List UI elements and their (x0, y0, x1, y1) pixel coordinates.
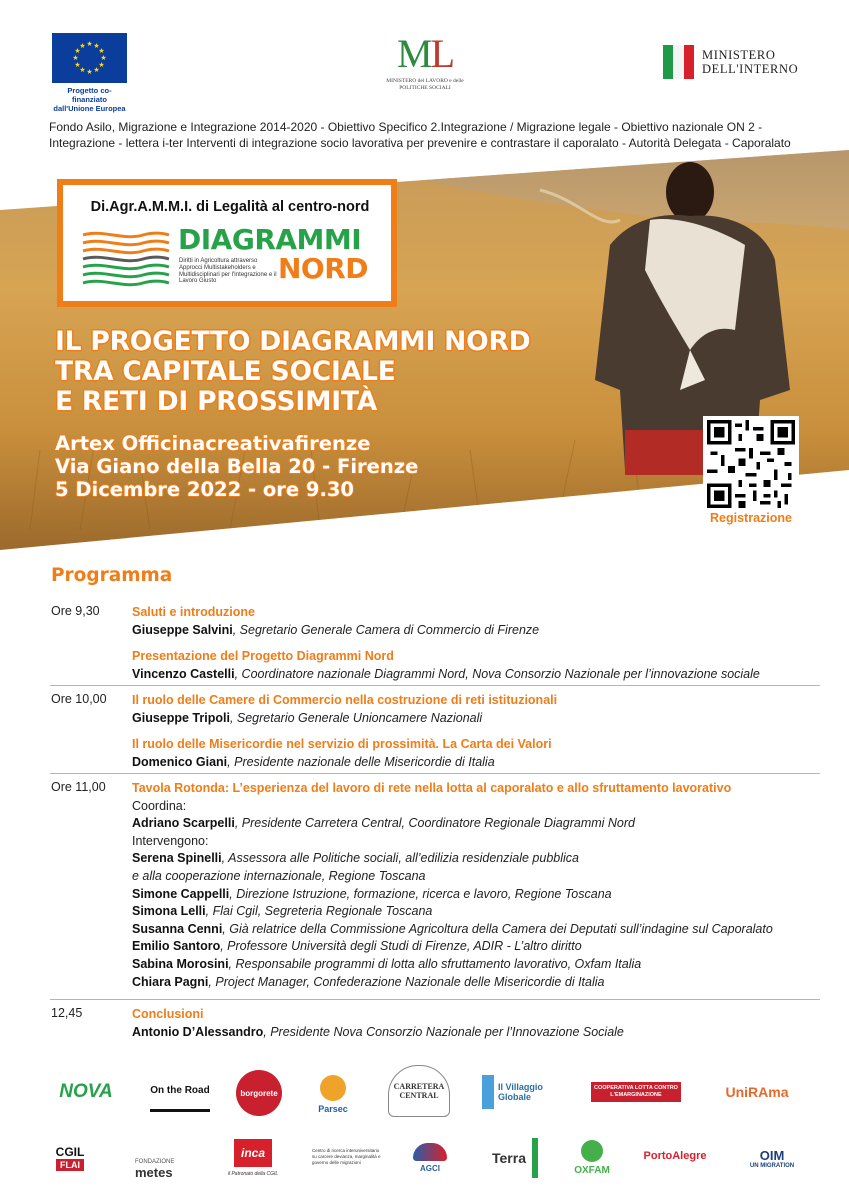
speaker-name: Chiara Pagni (132, 974, 209, 989)
svg-text:★: ★ (86, 68, 93, 76)
coop-lotta-logo: COOPERATIVA LOTTA CONTRO L'EMARGINAZIONE (591, 1082, 681, 1102)
programme-line (132, 921, 822, 939)
eu-flag-icon (52, 33, 127, 83)
svg-text:★: ★ (74, 47, 81, 55)
svg-text:★: ★ (100, 54, 107, 62)
speaker-role: e alla cooperazione internazionale, Regione Toscana (132, 868, 426, 883)
inca-label: inca (234, 1139, 272, 1167)
programme-divider (50, 773, 820, 774)
programme-line (132, 666, 822, 684)
cgil-flai-logo (52, 1133, 88, 1183)
logo-tagline: Di.Agr.A.M.M.I. di Legalità al centro-nord (90, 199, 370, 215)
programme-line (132, 815, 822, 833)
oxfam-label: OXFAM (574, 1165, 610, 1176)
tree-icon (320, 1075, 346, 1101)
slot-content (132, 604, 822, 683)
registration-qr-code[interactable] (703, 416, 799, 512)
ministero-interno-logo (663, 45, 798, 79)
programme-line (132, 798, 822, 816)
eu-caption: Progetto co-finanziato dall'Unione Europea (53, 86, 126, 113)
cgil-label: CGIL (55, 1145, 85, 1159)
speaker-role: , Professore Università degli Studi di Firenze, ADIR - L’altro diritto (220, 939, 582, 954)
programme-line (132, 903, 822, 921)
programme-line (132, 956, 822, 974)
speaker-name: Giuseppe Tripoli (132, 710, 230, 725)
programme-line (132, 736, 822, 754)
portoalegre-logo: PortoAlegre (643, 1150, 707, 1162)
speaker-role: , Segretario Generale Unioncamere Nazionali (229, 710, 483, 725)
eu-cofinanced-logo (52, 33, 127, 113)
unirama-logo: UniRAma (725, 1084, 789, 1100)
qr-code-icon (707, 420, 795, 508)
adir-logo: Centro di ricerca interuniversitario su carcere devianza, marginalità e governo delle migrazioni (312, 1148, 381, 1165)
diagrammi-nord-logo (57, 179, 397, 307)
nova-logo: NOVA (59, 1081, 113, 1102)
programme-line (132, 868, 822, 886)
speaker-role: , Presidente Nova Consorzio Nazionale per l’Innovazione Sociale (263, 1024, 624, 1039)
programme-title: Programma (51, 565, 173, 586)
speaker-name: Giuseppe Salvini (132, 622, 233, 637)
speaker-role: , Assessora alle Politiche sociali, all’edilizia residenziale pubblica (221, 851, 579, 866)
slot-time: Ore 9,30 (51, 604, 100, 618)
session-title: Conclusioni (132, 1007, 204, 1021)
parsec-logo (312, 1068, 354, 1120)
svg-text:★: ★ (79, 66, 86, 74)
programme-text: Intervengono: (132, 833, 209, 848)
programme-line (132, 780, 822, 798)
svg-text:★: ★ (86, 40, 93, 48)
event-date: 5 Dicembre 2022 - ore 9.30 (55, 478, 355, 501)
flai-label: FLAI (56, 1159, 84, 1171)
session-title: Saluti e introduzione (132, 605, 255, 619)
speaker-name: Simone Cappelli (132, 886, 230, 901)
headline-line: TRA CAPITALE SOCIALE (55, 356, 396, 387)
inca-logo (226, 1132, 280, 1184)
speaker-role: , Flai Cgil, Segreteria Regionale Toscana (205, 904, 433, 919)
speaker-role: , Responsabile programmi di lotta allo sfruttamento lavorativo, Oxfam Italia (228, 956, 642, 971)
programme-line (132, 974, 822, 992)
fondazione-metes-logo (135, 1132, 195, 1184)
programme-line (132, 639, 822, 648)
oim-label: OIM (759, 1147, 785, 1163)
oim-logo (740, 1138, 804, 1178)
slot-time: Ore 11,00 (51, 780, 106, 794)
mi-line2: DELL'INTERNO (702, 62, 799, 76)
programme-line (132, 710, 822, 728)
programme-line (132, 754, 822, 772)
ministero-lavoro-logo (385, 31, 465, 92)
partner-logos (0, 1060, 849, 1200)
oim-sub: UN MIGRATION (749, 1162, 795, 1169)
headline-line: E RETI DI PROSSIMITÀ (55, 386, 378, 417)
speaker-role: , Project Manager, Confederazione Nazionale delle Misericordie di Italia (208, 974, 605, 989)
registration-label[interactable]: Registrazione (710, 511, 792, 525)
programme-line (132, 692, 822, 710)
speaker-name: Adriano Scarpelli (132, 816, 235, 831)
agci-label: AGCI (420, 1164, 440, 1173)
agci-swoosh-icon (413, 1143, 447, 1161)
session-title: Il ruolo delle Misericordie nel servizio di prossimità. La Carta dei Valori (132, 737, 552, 752)
speaker-role: , Presidente nazionale delle Misericordie di Italia (227, 754, 495, 769)
event-headline (55, 327, 530, 417)
speaker-name: Serena Spinelli (132, 851, 222, 866)
programme-line (132, 648, 822, 666)
programme-line (132, 850, 822, 868)
speaker-name: Simona Lelli (132, 904, 206, 919)
wave-lines-icon (81, 229, 171, 291)
speaker-name: Sabina Morosini (132, 956, 229, 971)
svg-text:★: ★ (72, 54, 79, 62)
ml-caption: MINISTERO del LAVORO e delle POLITICHE SOCIALI (386, 78, 464, 91)
logo-nord: NORD (278, 252, 369, 285)
programme-line (132, 886, 822, 904)
parsec-label: Parsec (318, 1103, 348, 1114)
programme-line (132, 604, 822, 622)
slot-time: Ore 10,00 (51, 692, 107, 706)
logo-subtitle: Diritti in Agricoltura attraverso Approcci Multistakeholders e Multidisciplinari per l'Integrazione e il Lavoro Giusto (179, 258, 277, 285)
programme-line (132, 1006, 822, 1024)
speaker-role: , Segretario Generale Camera di Commercio di Firenze (232, 622, 540, 637)
borgorete-logo: borgorete (236, 1070, 282, 1116)
mi-line1: MINISTERO (702, 48, 776, 62)
programme-divider (50, 685, 820, 686)
slot-time: 12,45 (51, 1006, 83, 1020)
session-title: Presentazione del Progetto Diagrammi Nord (132, 649, 394, 664)
programme-text: Coordina: (132, 798, 187, 813)
headline-line: IL PROGETTO DIAGRAMMI NORD (55, 326, 531, 357)
speaker-role: , Presidente Carretera Central, Coordinatore Regionale Diagrammi Nord (234, 816, 635, 831)
session-title: Tavola Rotonda: L’esperienza del lavoro di rete nella lotta al caporalato e allo sfruttamento lavorativo (132, 781, 732, 795)
svg-text:★: ★ (98, 61, 105, 69)
fund-description: Fondo Asilo, Migrazione e Integrazione 2014-2020 - Obiettivo Specifico 2.Integrazione / Migrazione legale - Obiettivo nazionale ON 2 - Integrazione - lettera i-ter Interventi di integrazione socio lavorativa per prevenire e contrastare il caporalato - Autorità Delegata - Caporalato (49, 120, 791, 150)
speaker-role: , Direzione Istruzione, formazione, ricerca e lavoro, Regione Toscana (229, 886, 612, 901)
agci-logo (405, 1132, 455, 1184)
inca-sub: il Patronato della CGIL (227, 1171, 279, 1177)
speaker-name: Antonio D’Alessandro (132, 1024, 264, 1039)
svg-text:★: ★ (98, 47, 105, 55)
programme-line (132, 833, 822, 851)
programme-line (132, 622, 822, 640)
programme-line (132, 1024, 822, 1042)
svg-text:★: ★ (79, 42, 86, 50)
event-venue-date (55, 432, 418, 501)
villaggio-globale-logo: Il Villaggio Globale (482, 1075, 556, 1109)
programme-line (132, 938, 822, 956)
metes-top: FONDAZIONE (135, 1158, 175, 1165)
speaker-role: , Già relatrice della Commissione Agricoltura della Camera dei Deputati sull’indagine sul Caporalato (222, 921, 773, 936)
svg-text:★: ★ (93, 66, 100, 74)
metes-label: metes (135, 1164, 173, 1180)
slot-content (132, 692, 822, 771)
speaker-name: Domenico Giani (132, 754, 228, 769)
speaker-name: Vincenzo Castelli (132, 666, 235, 681)
on-the-road-logo: On the Road (150, 1072, 210, 1112)
slot-content (132, 1006, 822, 1041)
terra-logo: Terra (486, 1138, 538, 1178)
ml-monogram-icon: ML (396, 31, 453, 76)
oxfam-icon (581, 1140, 603, 1162)
slot-content (132, 780, 822, 991)
svg-text:★: ★ (74, 61, 81, 69)
programme-divider (50, 999, 820, 1000)
programme-line (132, 727, 822, 736)
logo-diagrammi: DIAGRAMMI (178, 223, 362, 256)
speaker-name: Emilio Santoro (132, 939, 221, 954)
session-title: Il ruolo delle Camere di Commercio nella costruzione di reti istituzionali (132, 693, 558, 707)
speaker-role: , Coordinatore nazionale Diagrammi Nord, Nova Consorzio Nazionale per l’innovazione sociale (234, 666, 760, 681)
carretera-central-logo: CARRETERA CENTRAL (388, 1065, 450, 1117)
italian-flag-icon (663, 45, 694, 79)
svg-text:★: ★ (93, 42, 100, 50)
venue-address: Via Giano della Bella 20 - Firenze (55, 455, 419, 478)
oxfam-logo (568, 1132, 616, 1184)
speaker-name: Susanna Cenni (132, 921, 223, 936)
venue-name: Artex Officinacreativafirenze (55, 432, 371, 455)
